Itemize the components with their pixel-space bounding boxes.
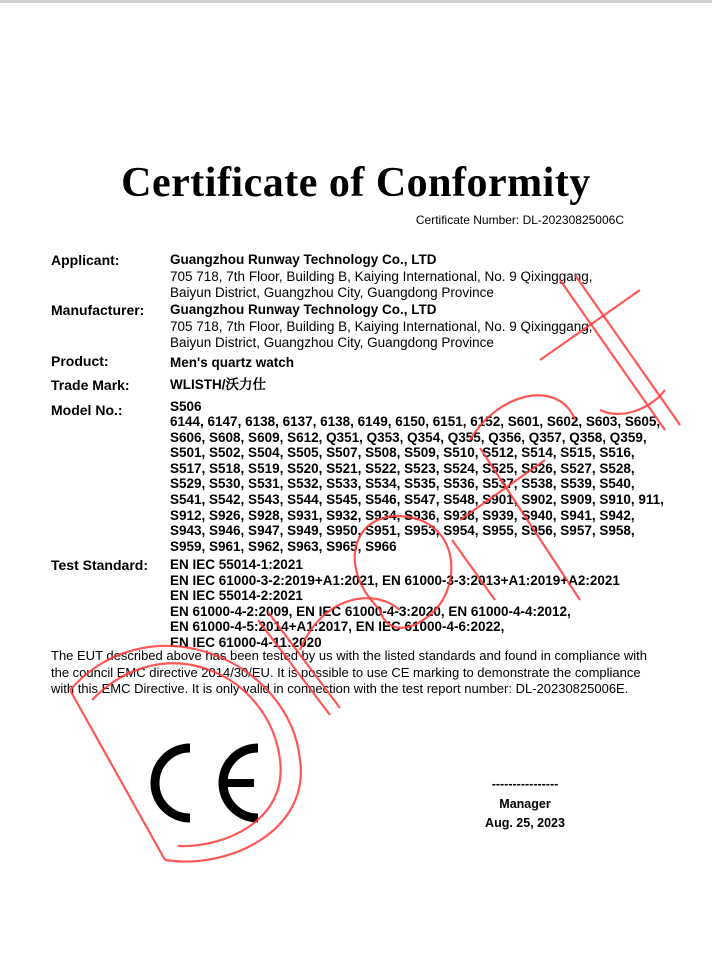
applicant-name: Guangzhou Runway Technology Co., LTD — [170, 252, 437, 267]
applicant-address-line2: Baiyun District, Guangzhou City, Guangdong Province — [170, 285, 494, 300]
model-no-main: S506 — [170, 399, 202, 414]
manufacturer-address-line2: Baiyun District, Guangzhou City, Guangdong Province — [170, 335, 494, 350]
signature-line: ---------------- — [491, 777, 559, 791]
trade-mark-label: Trade Mark: — [51, 377, 130, 393]
signature-date: Aug. 25, 2023 — [485, 816, 565, 830]
product-value: Men's quartz watch — [170, 355, 294, 370]
signatory-role: Manager — [499, 796, 551, 811]
manufacturer-address-line1: 705 718, 7th Floor, Building B, Kaiying International, No. 9 Qixinggang, — [170, 319, 593, 334]
model-no-list: 6144, 6147, 6138, 6137, 6138, 6149, 6150, 6151, 6152, S601, S602, S603, S605, S606, S608, S609, S612, Q351, Q353, Q354, Q355, Q356, Q357, Q358, Q359, S501, S502, S504, S505, S507, S508, S509, S510, S512, S514, S515, S516, S517, S518, S519, S520, S521, S522, S523, S524, S525, S526, S527, S528, S529, S530, S531, S532, S533, S534, S535, S536, S537, S538, S539, S540, S541, S542, S543, S544, S545, S546, S547, S548, S901, S902, S909, S910, 911, S912, S926, S928, S931, S932, S934, S936, S938, S939, S940, S941, S942, S943, S946, S947, S949, S950, S951, S953, S954, S955, S956, S957, S958, S959, S961, S962, S963, S965, S966 — [170, 414, 664, 554]
test-standard-line: EN IEC 61000-3-2:2019+A1:2021, EN 61000-3-3:2013+A1:2019+A2:2021 — [170, 572, 620, 588]
test-standard-line: EN IEC 55014-1:2021 — [170, 557, 303, 572]
product-label: Product: — [51, 353, 109, 369]
applicant-address-line1: 705 718, 7th Floor, Building B, Kaiying International, No. 9 Qixinggang, — [170, 269, 593, 284]
applicant-label: Applicant: — [51, 252, 120, 268]
test-standard-line: EN IEC 55014-2:2021 — [170, 588, 303, 604]
certificate-number: Certificate Number: DL-20230825006C — [415, 213, 624, 227]
statement-line: The EUT described above has been tested by us with the listed standards and found in compliance with — [51, 648, 647, 663]
model-no-label: Model No.: — [51, 402, 123, 418]
signature-block — [465, 775, 585, 834]
test-standard-label: Test Standard: — [51, 557, 148, 573]
document-title: Certificate of Conformity — [121, 160, 591, 206]
manufacturer-label: Manufacturer: — [51, 302, 145, 318]
statement-line: the council EMC directive 2014/30/EU. It is possible to use CE marking to demonstrate the compliance — [51, 664, 641, 680]
top-border — [0, 0, 712, 3]
test-standard-line: EN 61000-4-5:2014+A1:2017, EN IEC 61000-4-6:2022, — [170, 619, 505, 635]
compliance-statement — [51, 648, 661, 698]
statement-line: with this EMC Directive. It is only valid in connection with the test report number: DL-20230825006E. — [51, 681, 629, 696]
ce-mark-icon — [150, 742, 265, 824]
test-standard-line: EN 61000-4-2:2009, EN IEC 61000-4-3:2020, EN 61000-4-4:2012, — [170, 603, 571, 619]
test-standard-line: EN IEC 61000-4-11:2020 — [170, 634, 322, 650]
test-standard-list — [170, 557, 620, 651]
manufacturer-name: Guangzhou Runway Technology Co., LTD — [170, 302, 437, 317]
trade-mark-value: WLISTH/沃力仕 — [170, 377, 266, 392]
